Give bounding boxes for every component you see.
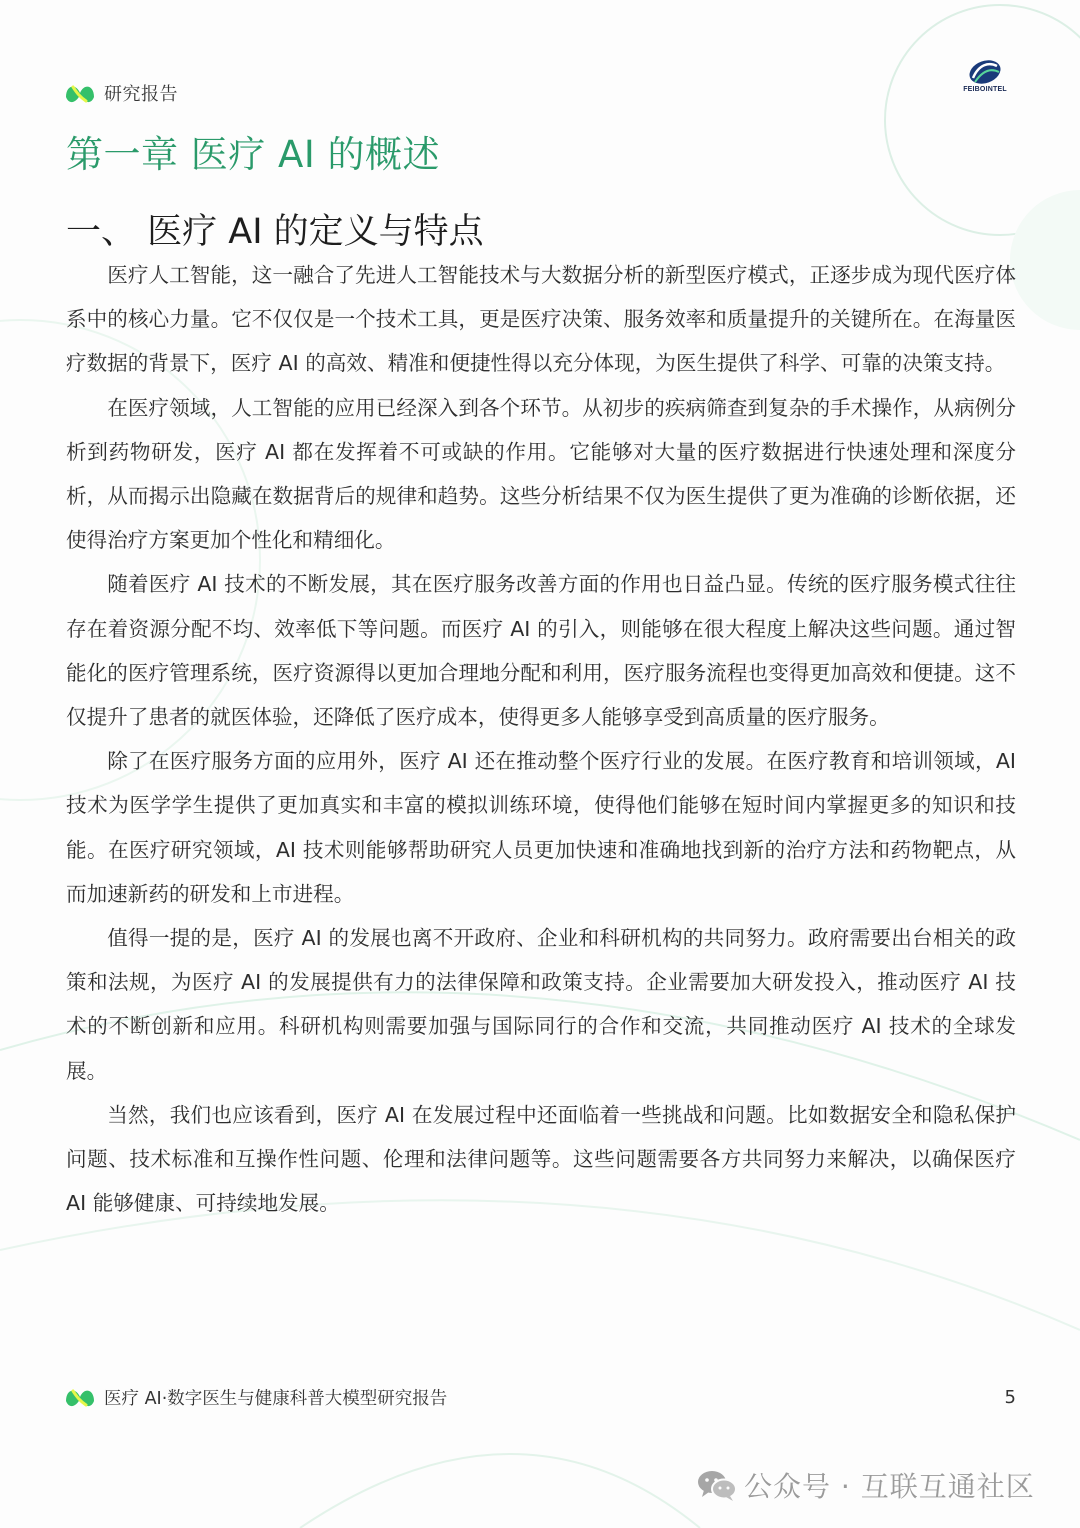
feibointel-logo bbox=[952, 58, 1018, 102]
chapter-title: 第一章 医疗 AI 的概述 bbox=[66, 133, 441, 176]
body-text bbox=[66, 253, 1016, 1225]
header-brand bbox=[64, 78, 178, 108]
feibointel-logo-text: FEIBOINTEL bbox=[963, 86, 1007, 93]
page-footer bbox=[64, 1382, 1016, 1412]
paragraph: 在医疗领域，人工智能的应用已经深入到各个环节。从初步的疾病筛查到复杂的手术操作，从病例分析到药物研发，医疗 AI 都在发挥着不可或缺的作用。它能够对大量的医疗数据进行快速处理和深度分析，从而揭示出隐藏在数据背后的规律和趋势。这些分析结果不仅为医生提供了更为准确的诊断依据，还使得治疗方案更加个性化和精细化。 bbox=[66, 395, 1016, 553]
report-brand-logo-icon bbox=[64, 1383, 96, 1411]
paragraph: 医疗人工智能，这一融合了先进人工智能技术与大数据分析的新型医疗模式，正逐步成为现代医疗体系中的核心力量。它不仅仅是一个技术工具，更是医疗决策、服务效率和质量提升的关键所在。在海量医疗数据的背景下，医疗 AI 的高效、精准和便捷性得以充分体现，为医生提供了科学、可靠的决策支持。 bbox=[66, 263, 1016, 376]
watermark-text: 公众号 · 互联互通社区 bbox=[744, 1470, 1035, 1503]
footer-report-title: 医疗 AI·数字医生与健康科普大模型研究报告 bbox=[104, 1388, 448, 1409]
wechat-icon bbox=[696, 1468, 738, 1502]
feibointel-logo-icon bbox=[967, 58, 1003, 86]
page-number: 5 bbox=[1004, 1386, 1016, 1408]
section-title: 一、 医疗 AI 的定义与特点 bbox=[66, 212, 484, 252]
paragraph: 除了在医疗服务方面的应用外，医疗 AI 还在推动整个医疗行业的发展。在医疗教育和培训领域，AI 技术为医学学生提供了更加真实和丰富的模拟训练环境，使得他们能够在短时间内掌握更多的知识和技能。在医疗研究领域，AI 技术则能够帮助研究人员更加快速和准确地找到新的治疗方法和药物靶点，从而加速新药的研发和上市进程。 bbox=[66, 749, 1016, 906]
paragraph: 值得一提的是，医疗 AI 的发展也离不开政府、企业和科研机构的共同努力。政府需要出台相关的政策和法规，为医疗 AI 的发展提供有力的法律保障和政策支持。企业需要加大研发投入，推动医疗 AI 技术的不断创新和应用。科研机构则需要加强与国际同行的合作和交流，共同推动医疗 AI 技术的全球发展。 bbox=[66, 926, 1016, 1083]
paragraph: 当然，我们也应该看到，医疗 AI 在发展过程中还面临着一些挑战和问题。比如数据安全和隐私保护问题、技术标准和互操作性问题、伦理和法律问题等。这些问题需要各方共同努力来解决，以确保医疗 AI 能够健康、可持续地发展。 bbox=[66, 1102, 1016, 1216]
header-label: 研究报告 bbox=[104, 84, 178, 105]
paragraph: 随着医疗 AI 技术的不断发展，其在医疗服务改善方面的作用也日益凸显。传统的医疗服务模式往往存在着资源分配不均、效率低下等问题。而医疗 AI 的引入，则能够在很大程度上解决这些问题。通过智能化的医疗管理系统，医疗资源得以更加合理地分配和利用，医疗服务流程也变得更加高效和便捷。这不仅提升了患者的就医体验，还降低了医疗成本，使得更多人能够享受到高质量的医疗服务。 bbox=[66, 572, 1016, 730]
report-brand-logo-icon bbox=[64, 79, 96, 107]
watermark bbox=[696, 1460, 1035, 1510]
